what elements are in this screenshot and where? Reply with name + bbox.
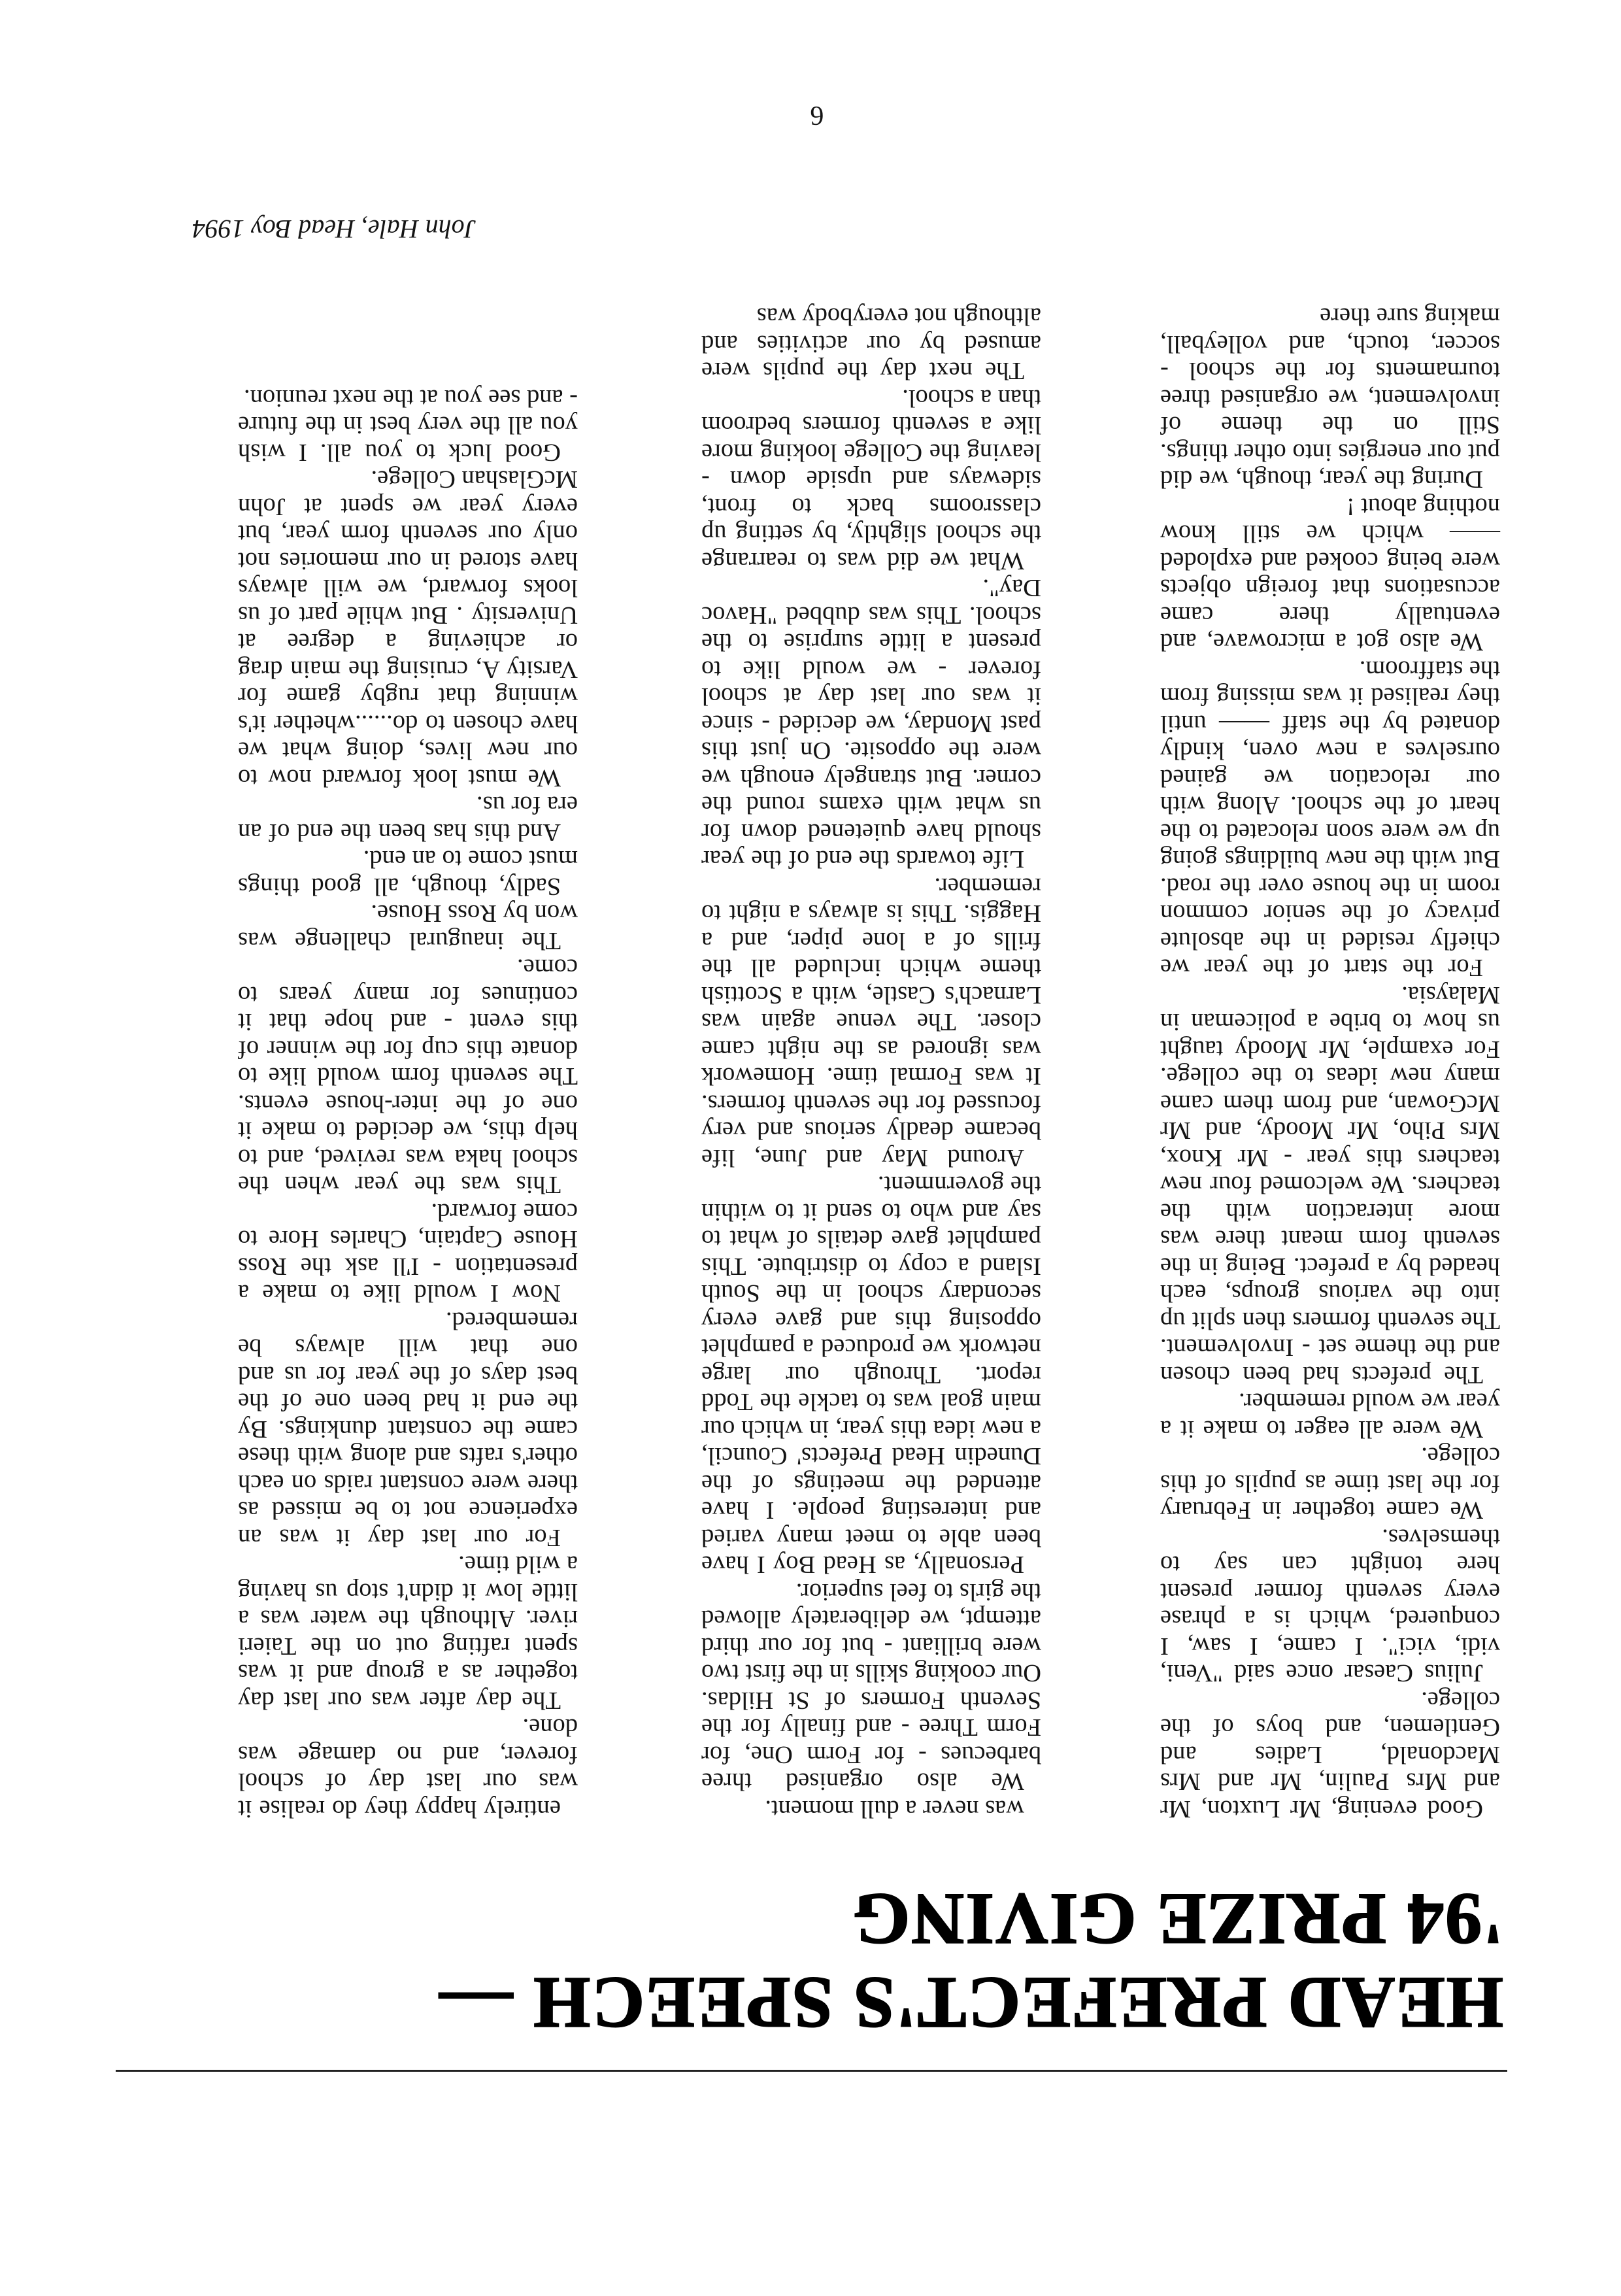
text-column-3 — [238, 384, 578, 1823]
paragraph: The next day the pupils were amused by our activities and although not everybody was — [701, 303, 1041, 385]
author-signature: John Hale, Head Boy 1994 — [192, 214, 476, 244]
paragraph: Good luck to you all. I wish you all the very best in the future - and see you at the next reunion. — [238, 384, 578, 466]
paragraph: This was the year when the school haka was revived, and to help this, we decided to make it one of the inter-house events. The seventh form would like to donate this cup for the winner of this event - and hope that it continues for many years to come. — [238, 954, 578, 1199]
paragraph: For our last day it was an experience not to be missed as there were constant raids on each other's rafts and along with these came the constant dunkings. By the end it had been one of the best days of the year for us and one that will always be remembered. — [238, 1307, 578, 1551]
title-line-2: '94 PRIZE GIVING — [852, 1878, 1503, 1959]
paragraph: We were all eager to make it a year we would remember. — [1160, 1388, 1500, 1443]
paragraph: was never a dull moment. — [765, 1795, 1024, 1823]
paragraph: We came together in February for the last time as pupils of this college. — [1160, 1442, 1500, 1525]
paragraph: Good evening, Mr Luxton, Mr and Mrs Paulin, Mr and Mrs Macdonald, Ladies and Gentlemen, and boys of the college. — [1160, 1687, 1500, 1823]
text-column-1 — [1160, 303, 1500, 1822]
paragraph: Life towards the end of the year should have quietened down for us what with exams round the corner. But strangely enough we were the opposite. On just this past Monday, we decided - since it was our last day at school forever - we would like to present a little surprise to the school. This was dubbed "Havoc Day". — [701, 574, 1041, 873]
paragraph: Around May and June, life became deadly serious and very focussed for the seventh formers. It was Formal time. Homework was ignored as the night came closer. The venue again was Larnach's Castle, with a Scottish theme which included all the frills of a lone piper, and a Haggis. This is always a night to remember. — [701, 873, 1041, 1172]
title-rule — [116, 2070, 1507, 2072]
paragraph: The prefects had been chosen and the theme set - Involvement. The seventh formers then split up into the various groups, each headed by a prefect. Being in the seventh form meant there was more interaction with the teachers. We welcomed four new teachers this year - Mr Knox, Mrs Piho, Mr Moody, and Mr McGowan, and from them came many new ideas to the college. For example, Mr Moody taught us how to bribe a policeman in Malaysia. — [1160, 981, 1500, 1389]
paragraph: Julius Caesar once said "Veni, vidi, vici". I came, I saw, I conquered, which is a phrase every seventh former present here tonight can say to themselves. — [1160, 1524, 1500, 1687]
paragraph: The day after was our last day together as a group and it was spent rafting out on the Taieri river. Although the water was a little low it didn't stop us having a wild time. — [238, 1551, 578, 1714]
paragraph: For the start of the year we chiefly resided in the absolute privacy of the senior common room in the house over the road. But with the new buildings going up we were soon relocated to the heart of the school. Along with our relocation we gained ourselves a new oven, kindly donated by the staff —— until they realised it was missing from the staffroom. — [1160, 656, 1500, 982]
page-title — [111, 1877, 1503, 2044]
page-number: 6 — [810, 100, 824, 130]
paragraph: What we did was to rearrange the school slightly, by setting up classrooms back to front, sideways and upside down - leaving the College looking more like a seventh formers bedroom than a school. — [701, 384, 1041, 575]
paragraph: Personally, as Head Boy I have been able to meet many varied and interesting people. I have attended the meetings of the Dunedin Head Prefects' Council, a new idea this year, in which our main goal was to tackle the Todd report. Through our large network we produced a pamphlet opposing this and gave every secondary school in the South Island a copy to distribute. This pamphlet gave details of what to say and who to send it to within the government. — [701, 1171, 1041, 1579]
title-line-1: HEAD PREFECT'S SPEECH — — [438, 1962, 1503, 2043]
paragraph: During the year, though, we did put our energies into other things. Still on the theme of involvement, we organised three tournaments for the school - soccer, touch, and volleyball, making sure there — [1160, 303, 1500, 494]
paragraph: The inaugural challenge was won by Ross House. — [238, 900, 578, 954]
paragraph: entirely happy they do realise it was our last day of school forever, and no damage was done. — [238, 1714, 578, 1823]
paragraph: We also organised three barbecues - for Form One, for Form Three - and finally for the Seventh Formers of St Hildas. Our cooking skills in the first two were brilliant - but for our third attempt, we deliberately allowed the girls to feel superior. — [701, 1578, 1041, 1796]
paragraph: Sadly, though, all good things must come to an end. — [238, 845, 578, 900]
paragraph: We also got a microwave, and eventually there came accusations that foreign objects were being cooked and exploded —— which we still know nothing about ! — [1160, 493, 1500, 656]
paragraph: And this has been the end of an era for us. — [238, 791, 578, 846]
paragraph: Now I would like to make a presentation - I'll ask the Ross House Captain, Charles Hore to come forward. — [238, 1198, 578, 1308]
text-column-2 — [701, 303, 1041, 1822]
paragraph: We must look forward now to our new lives, doing what we have chosen to do......whether it's winning that rugby game for Varsity A, cruising the main drag or achieving a degree at University . But while part of us looks forward, we will always have stored in our memories not only our seventh form year, but every year we spent at John McGlashan College. — [238, 465, 578, 792]
